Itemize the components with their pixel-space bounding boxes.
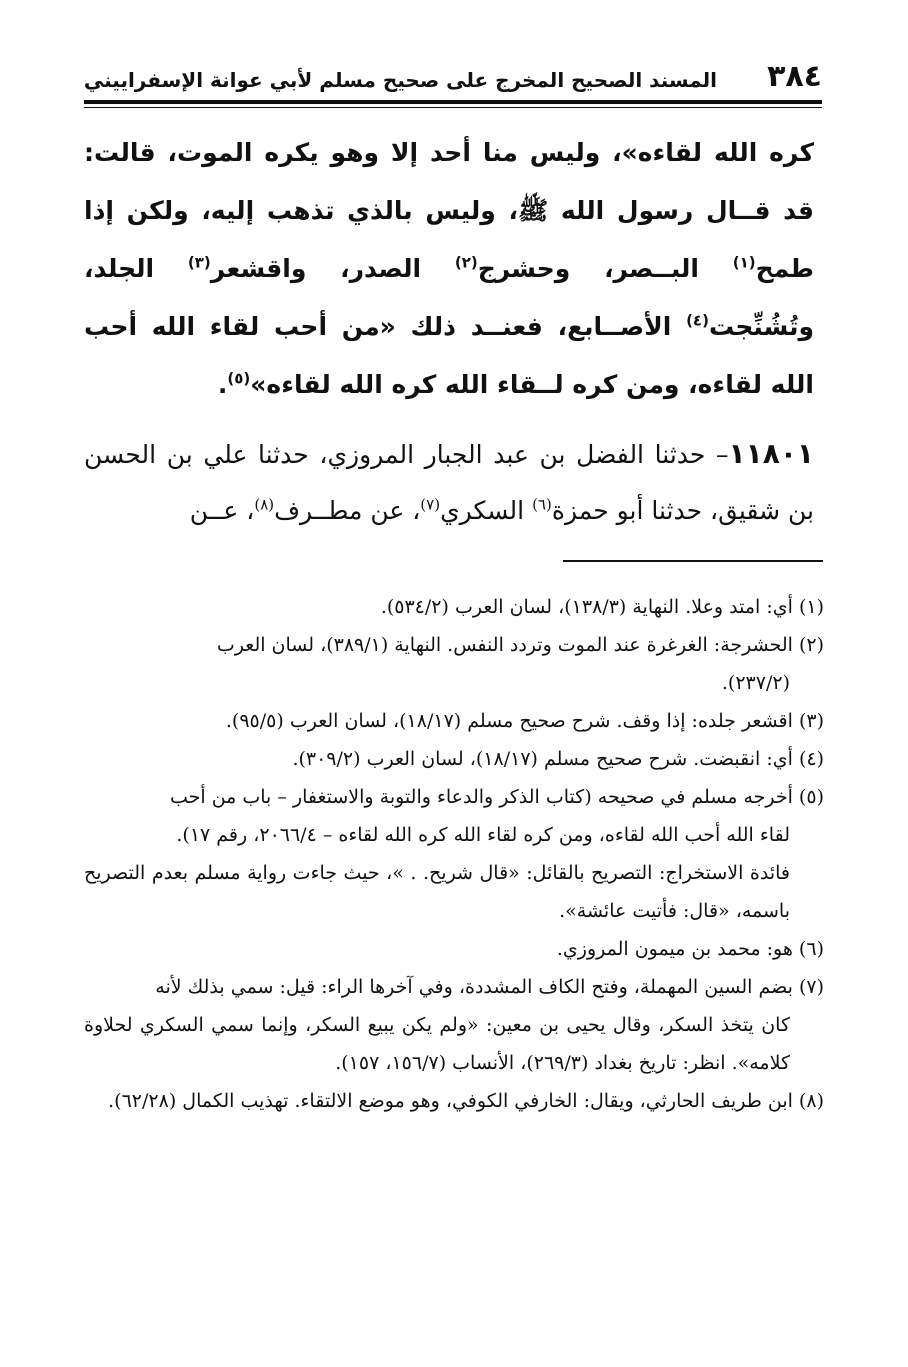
footnote-6: (٦) هو: محمد بن ميمون المروزي. — [556, 938, 824, 960]
footnote-5-continuation: لقاء الله أحب الله لقاءه، ومن كره لقاء الله كره الله لقاءه – ٢٠٦٦/٤، رقم ١٧). — [176, 824, 790, 846]
text-run: – حدثنا الفضل بن عبد الجبار المروزي، حدثنا علي بن الحسن بن شقيق، حدثنا أبو حمزة — [84, 440, 814, 525]
text-run: السكري — [440, 496, 533, 525]
text-run: ، عن مطــرف — [274, 496, 421, 525]
hadith-text-paragraph — [84, 124, 814, 414]
page-number: ٣٨٤ — [767, 59, 822, 94]
main-text — [84, 124, 814, 539]
footnote-marker-3: (٣) — [187, 253, 211, 272]
footnote-marker-7: (٧) — [420, 495, 441, 514]
footnote-2 — [84, 626, 824, 702]
footnote-7 — [84, 968, 824, 1082]
text-run: الأصــابع، فعنــد ذلك «من أحب لقاء الله أحب الله لقاءه، ومن كره لــقاء الله كره الله لقاءه» — [84, 312, 814, 399]
footnote-separator — [563, 560, 823, 562]
footnote-7-continuation: كان يتخذ السكر، وقال يحيى بن معين: «ولم يكن يبيع السكر، وإنما سمي السكري لحلاوة كلامه». انظر: تاريخ بغداد (٢٦٩/٣)، الأنساب (١٥٦/٧، ١٥٧). — [84, 1014, 790, 1074]
footnote-7-line: (٧) بضم السين المهملة، وفتح الكاف المشددة، وفي آخرها الراء: قيل: سمي بذلك لأنه — [155, 976, 824, 998]
footnote-5-line: (٥) أخرجه مسلم في صحيحه (كتاب الذكر والدعاء والتوبة والاستغفار – باب من أحب — [169, 786, 824, 808]
isnad-paragraph — [84, 426, 814, 539]
text-run: كره الله لقاءه»، وليس منا أحد إلا وهو يكره الموت، قالت: قد قــال رسول الله ﷺ، وليس بالذي تذهب إليه، ولكن إذا طمح — [84, 138, 814, 283]
footnote-4: (٤) أي: انقبضت. شرح صحيح مسلم (١٨/١٧)، لسان العرب (٣٠٩/٢). — [292, 748, 824, 770]
footnote-5 — [84, 778, 824, 930]
text-run: . — [217, 370, 228, 399]
footnote-marker-5: (٥) — [227, 369, 251, 388]
extraction-benefit-note: فائدة الاستخراج: التصريح بالقائل: «قال شريح. . »، حيث جاءت رواية مسلم بعدم التصريح باسمه، «قال: فأتيت عائشة». — [84, 862, 790, 922]
text-run: البــصر، وحشرج — [477, 254, 733, 283]
footnote-marker-2: (٢) — [454, 253, 478, 272]
text-run: ، عــن — [189, 496, 255, 525]
text-run: الجلد، وتُشُنِّجت — [84, 254, 814, 341]
footnote-marker-4: (٤) — [686, 311, 709, 330]
footnotes — [84, 588, 824, 1120]
running-title: المسند الصحيح المخرج على صحيح مسلم لأبي عوانة الإسفراييني — [83, 68, 717, 92]
footnote-2-continuation: (٢٣٧/٢). — [721, 672, 790, 694]
footnote-3: (٣) اقشعر جلده: إذا وقف. شرح صحيح مسلم (١٨/١٧)، لسان العرب (٩٥/٥). — [225, 710, 824, 732]
hadith-number: ١١٨٠١ — [728, 437, 814, 470]
footnote-8: (٨) ابن طريف الحارثي، ويقال: الخارفي الكوفي، وهو موضع الالتقاء. تهذيب الكمال (٦٢/٢٨). — [108, 1090, 824, 1112]
footnote-marker-1: (١) — [732, 253, 756, 272]
footnote-1: (١) أي: امتد وعلا. النهاية (١٣٨/٣)، لسان العرب (٥٣٤/٢). — [380, 596, 824, 618]
text-run: الصدر، واقشعر — [210, 254, 455, 283]
header-rule-thick — [84, 100, 822, 104]
header-rule-thin — [84, 107, 822, 108]
page-header — [84, 58, 822, 98]
footnote-marker-8: (٨) — [254, 495, 275, 514]
footnote-marker-6: (٦) — [532, 495, 552, 514]
footnote-2-line: (٢) الحشرجة: الغرغرة عند الموت وتردد النفس. النهاية (٣٨٩/١)، لسان العرب — [216, 634, 824, 656]
